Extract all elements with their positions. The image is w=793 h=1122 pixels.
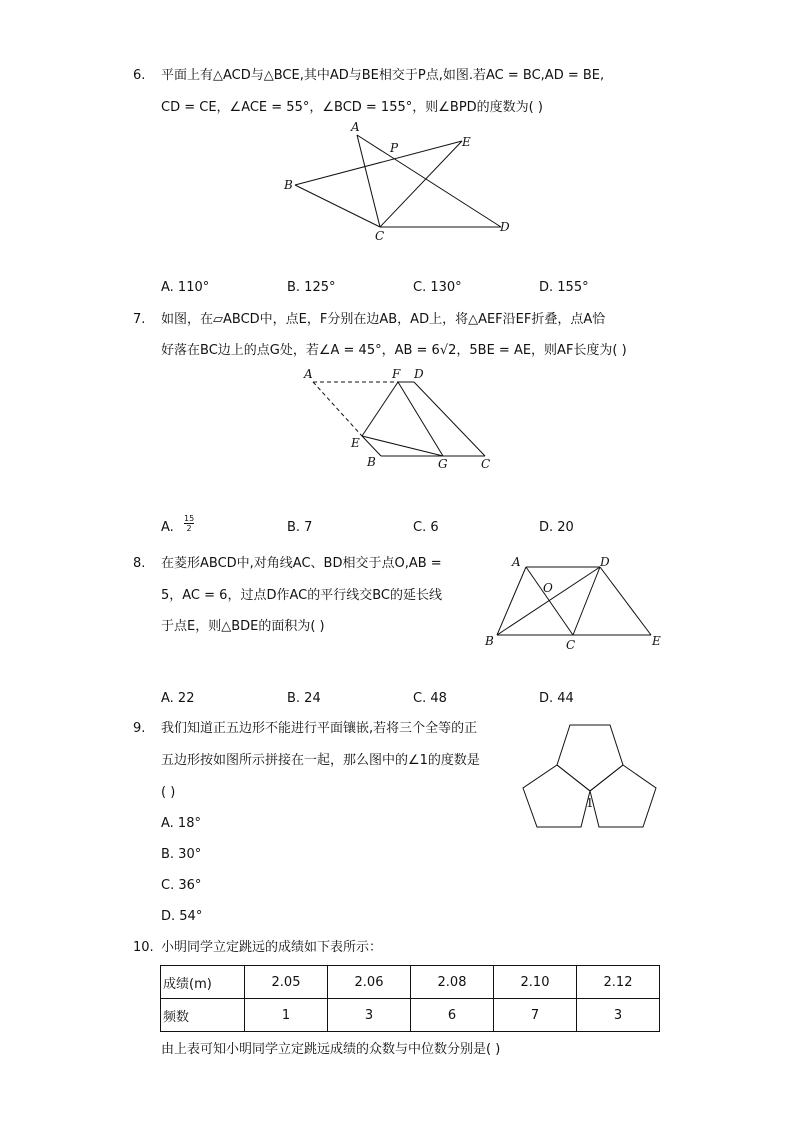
option-d: D. 44 xyxy=(539,691,574,706)
table-row xyxy=(161,966,660,999)
question-text: 平面上有△ACD与△BCE,其中AD与BE相交于P点,如图.若AC = BC,AD = BE, xyxy=(161,68,605,83)
question-number: 9. xyxy=(133,721,146,736)
option-d: D. 20 xyxy=(539,520,574,535)
angle-label-1: 1 xyxy=(586,796,594,810)
fraction-numerator: 15 xyxy=(184,514,195,523)
point-label-c: C xyxy=(375,229,385,243)
question-text: 5，AC = 6，过点D作AC的平行线交BC的延长线 xyxy=(161,588,442,603)
option-b: B. 30° xyxy=(161,847,202,862)
option-c: C. 6 xyxy=(413,520,439,535)
option-b: B. 7 xyxy=(287,520,313,535)
question-number: 8. xyxy=(133,556,146,571)
point-label-d: D xyxy=(600,555,610,569)
table-header-cell: 频数 xyxy=(161,999,245,1032)
table-cell: 2.12 xyxy=(577,966,660,999)
option-a: A. 110° xyxy=(161,280,210,295)
point-label-a: A xyxy=(351,120,360,134)
question-text: 于点E，则△BDE的面积为( ) xyxy=(161,619,325,634)
question-number: 7. xyxy=(133,312,146,327)
point-label-e: E xyxy=(462,135,471,149)
table-cell: 2.06 xyxy=(328,966,411,999)
point-label-a: A xyxy=(304,367,313,381)
table-cell: 2.10 xyxy=(494,966,577,999)
table-cell: 1 xyxy=(245,999,328,1032)
option-d: D. 54° xyxy=(161,909,203,924)
question-text: 五边形按如图所示拼接在一起，那么图中的∠1的度数是 xyxy=(161,753,480,768)
table-header-cell: 成绩(m) xyxy=(161,966,245,999)
table-row xyxy=(161,999,660,1032)
option-d: D. 155° xyxy=(539,280,589,295)
table-cell: 6 xyxy=(411,999,494,1032)
frequency-table xyxy=(160,965,660,1032)
question-text: ( ) xyxy=(161,785,176,800)
question-text: 在菱形ABCD中,对角线AC、BD相交于点O,AB = xyxy=(161,556,442,571)
question-text: 小明同学立定跳远的成绩如下表所示： xyxy=(161,940,383,955)
option-a-prefix: A. xyxy=(161,520,174,535)
point-label-b: B xyxy=(367,455,376,469)
option-a: A. 18° xyxy=(161,816,201,831)
table-cell: 2.05 xyxy=(245,966,328,999)
point-label-p: P xyxy=(390,141,399,155)
table-cell: 3 xyxy=(328,999,411,1032)
point-label-e: E xyxy=(351,436,360,450)
option-c: C. 48 xyxy=(413,691,447,706)
point-label-b: B xyxy=(284,178,293,192)
point-label-d: D xyxy=(414,367,424,381)
pentagon-right xyxy=(590,765,656,827)
point-label-b: B xyxy=(485,634,494,648)
point-label-a: A xyxy=(512,555,521,569)
question-text: 好落在BC边上的点G处，若∠A = 45°，AB = 6√2，5BE = AE，则AF长度为( ) xyxy=(161,343,627,358)
point-label-f: F xyxy=(392,367,401,381)
table-cell: 2.08 xyxy=(411,966,494,999)
pentagon-top xyxy=(557,725,623,791)
pentagon-left xyxy=(523,765,590,827)
point-label-c: C xyxy=(481,457,491,471)
question-text: 如图，在▱ABCD中，点E，F分别在边AB，AD上，将△AEF沿EF折叠，点A恰 xyxy=(161,312,606,327)
option-a: A. 22 xyxy=(161,691,195,706)
question-text: 我们知道正五边形不能进行平面镶嵌,若将三个全等的正 xyxy=(161,721,478,736)
table-cell: 3 xyxy=(577,999,660,1032)
option-b: B. 125° xyxy=(287,280,336,295)
fraction-denominator: 2 xyxy=(184,523,194,533)
point-label-d: D xyxy=(500,220,510,234)
question-text: 由上表可知小明同学立定跳远成绩的众数与中位数分别是( ) xyxy=(161,1042,501,1057)
option-b: B. 24 xyxy=(287,691,321,706)
point-label-o: O xyxy=(543,581,553,595)
point-label-c: C xyxy=(566,638,576,652)
option-c: C. 36° xyxy=(161,878,202,893)
question-number: 6. xyxy=(133,68,146,83)
question-text: CD = CE，∠ACE = 55°，∠BCD = 155°，则∠BPD的度数为( ) xyxy=(161,100,543,115)
question-number: 10. xyxy=(133,940,154,955)
point-label-g: G xyxy=(438,457,448,471)
point-label-e: E xyxy=(652,634,661,648)
option-c: C. 130° xyxy=(413,280,462,295)
table-cell: 7 xyxy=(494,999,577,1032)
